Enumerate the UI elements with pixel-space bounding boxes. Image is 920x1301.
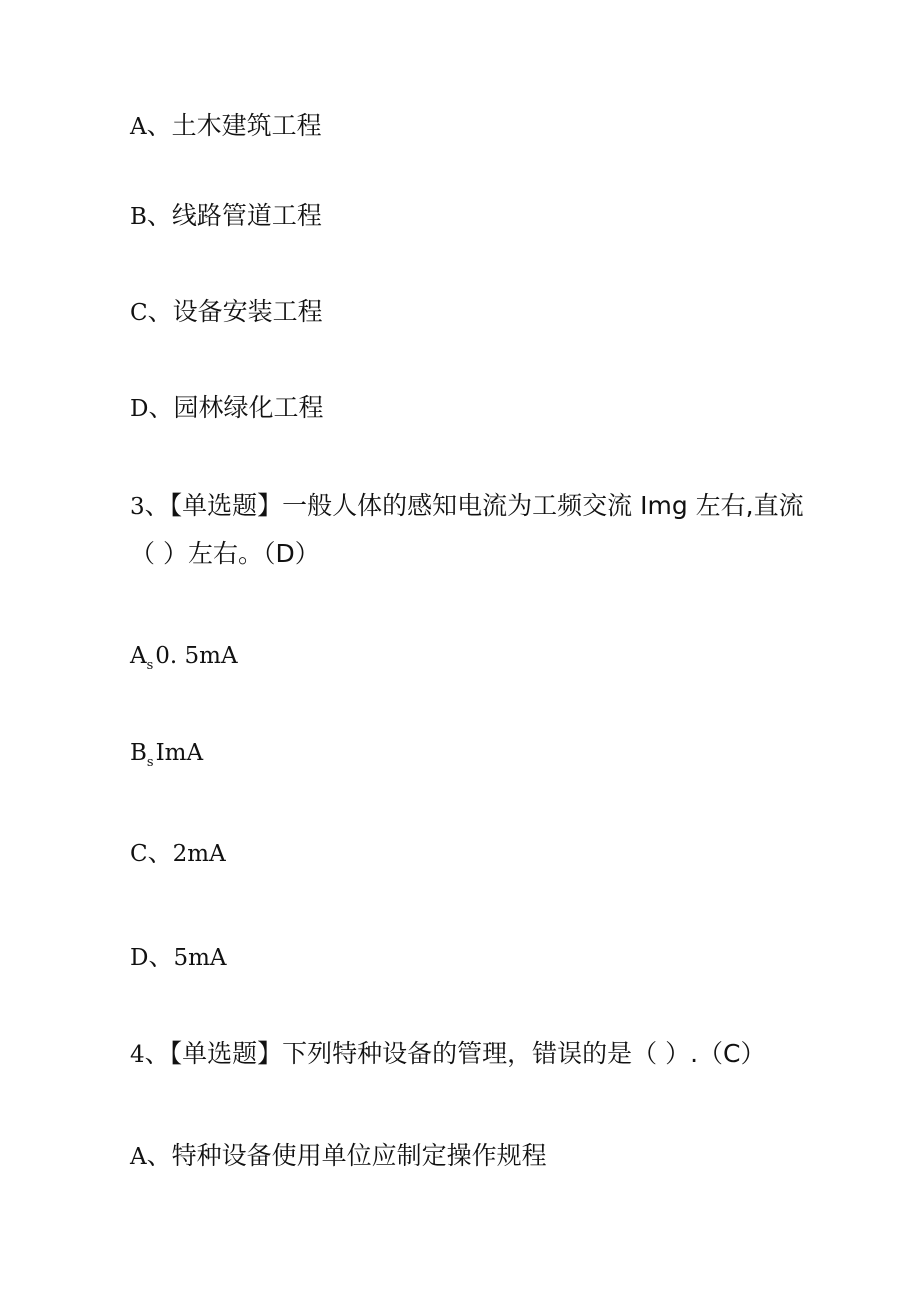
question-text: 【单选题】下列特种设备的管理，错误的是（ ）.（C）: [169, 1039, 766, 1068]
q2-option-d: [130, 389, 323, 428]
option-subscript: s: [146, 755, 154, 770]
q4-option-a: [130, 1137, 547, 1176]
option-text: 线路管道工程: [171, 201, 322, 230]
q2-option-c: [130, 293, 323, 332]
question-separator: 、: [144, 1039, 170, 1068]
option-separator: 、: [146, 201, 172, 230]
option-text: ImA: [155, 740, 204, 766]
option-letter: A: [130, 114, 147, 140]
question-text: 【单选题】一般人体的感知电流为工频交流 Img 左右,直流: [169, 491, 804, 520]
question-number: 3: [130, 494, 145, 520]
option-letter: B: [130, 740, 147, 766]
q3-option-a: [130, 636, 238, 679]
q3-option-c: [130, 834, 226, 873]
option-letter: C: [130, 300, 148, 326]
question-separator: 、: [144, 491, 170, 520]
option-separator: 、: [147, 838, 173, 867]
option-letter: C: [130, 841, 148, 867]
option-text: 土木建筑工程: [171, 111, 322, 140]
q2-option-a: [130, 107, 322, 146]
option-letter: B: [130, 204, 147, 230]
option-text: 设备安装工程: [172, 297, 323, 326]
option-separator: 、: [146, 1141, 172, 1170]
option-letter: D: [130, 396, 149, 422]
option-text: 0. 5mA: [155, 643, 238, 669]
q3-option-b: [130, 733, 203, 776]
option-letter: D: [130, 945, 149, 971]
option-letter: A: [130, 643, 147, 669]
option-subscript: s: [146, 658, 154, 673]
question-number: 4: [130, 1042, 145, 1068]
option-text: 园林绿化工程: [173, 393, 324, 422]
option-letter: A: [130, 1144, 147, 1170]
q3-stem-line2: [130, 535, 320, 573]
option-separator: 、: [148, 393, 174, 422]
option-separator: 、: [147, 297, 173, 326]
q2-option-b: [130, 197, 322, 236]
option-separator: 、: [146, 111, 172, 140]
option-text: 5mA: [173, 945, 227, 971]
option-text: 2mA: [172, 841, 226, 867]
q4-stem: [130, 1035, 766, 1074]
q3-option-d: [130, 938, 227, 977]
option-text: 特种设备使用单位应制定操作规程: [171, 1141, 547, 1170]
option-separator: 、: [148, 942, 174, 971]
q3-stem-line1: [130, 487, 804, 526]
question-text-continued: （ ）左右。（D）: [130, 539, 320, 568]
